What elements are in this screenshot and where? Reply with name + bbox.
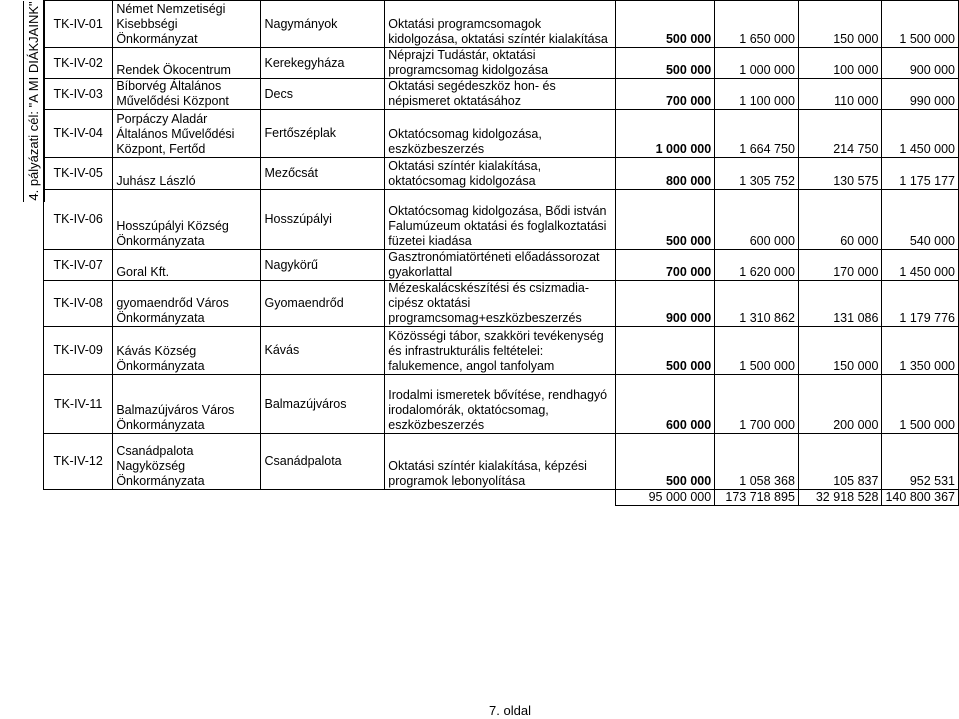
own-cell: 150 000 (798, 327, 882, 375)
support-cell: 500 000 (616, 48, 715, 79)
desc-cell: Oktatási színtér kialakítása, képzési programok lebonyolítása (385, 434, 616, 490)
total-cell: 1 058 368 (715, 434, 799, 490)
table-row (44, 250, 959, 281)
code: TK-IV-06 (44, 190, 113, 250)
org-cell: gyomaendrőd Város Önkormányzata (113, 281, 261, 327)
code: TK-IV-03 (44, 79, 113, 110)
place-cell: Decs (261, 79, 385, 110)
desc-cell: Irodalmi ismeretek bővítése, rendhagyó irodalomórák, oktatócsomag, eszközbeszerzés (385, 375, 616, 434)
own-cell: 60 000 (798, 190, 882, 250)
org-cell: Juhász László (113, 158, 261, 190)
code: TK-IV-11 (44, 375, 113, 434)
totals-row (44, 490, 959, 506)
code: TK-IV-04 (44, 110, 113, 158)
code: TK-IV-07 (44, 250, 113, 281)
support-cell: 900 000 (616, 281, 715, 327)
total-cell: 600 000 (715, 190, 799, 250)
code: TK-IV-01 (44, 1, 113, 48)
org-cell: Hosszúpályi Község Önkormányzata (113, 190, 261, 250)
request-cell: 900 000 (882, 48, 959, 79)
org-cell: Rendek Ökocentrum (113, 48, 261, 79)
own-cell: 100 000 (798, 48, 882, 79)
total-cell: 1 305 752 (715, 158, 799, 190)
total-cell: 1 664 750 (715, 110, 799, 158)
org-cell: Balmazújváros Város Önkormányzata (113, 375, 261, 434)
support-cell: 500 000 (616, 190, 715, 250)
empty-cell (113, 490, 261, 506)
total-total-cell: 173 718 895 (715, 490, 799, 506)
request-cell: 1 500 000 (882, 1, 959, 48)
request-cell: 1 500 000 (882, 375, 959, 434)
place-cell: Nagymányok (261, 1, 385, 48)
org-cell: Kávás Község Önkormányzata (113, 327, 261, 375)
table-row (44, 327, 959, 375)
own-cell: 170 000 (798, 250, 882, 281)
org-cell: Porpáczy Aladár Általános Művelődési Központ, Fertőd (113, 110, 261, 158)
place-cell: Hosszúpályi (261, 190, 385, 250)
side-label: 4. pályázati cél: "A MI DIÁKJAINK" (26, 1, 41, 201)
org-cell: Goral Kft. (113, 250, 261, 281)
own-cell: 214 750 (798, 110, 882, 158)
desc-cell: Oktatócsomag kidolgozása, Bődi istván Falumúzeum oktatási és foglalkoztatási füzetei kiadása (385, 190, 616, 250)
total-cell: 1 500 000 (715, 327, 799, 375)
desc-cell: Oktatási segédeszköz hon- és népismeret oktatásához (385, 79, 616, 110)
support-cell: 500 000 (616, 327, 715, 375)
table-row (44, 79, 959, 110)
place-cell: Gyomaendrőd (261, 281, 385, 327)
desc-cell: Gasztronómiatörténeti előadássorozat gyakorlattal (385, 250, 616, 281)
request-cell: 1 175 177 (882, 158, 959, 190)
own-cell: 130 575 (798, 158, 882, 190)
empty-cell (385, 490, 616, 506)
support-cell: 1 000 000 (616, 110, 715, 158)
own-cell: 105 837 (798, 434, 882, 490)
desc-cell: Közösségi tábor, szakköri tevékenység és infrastrukturális feltételei: falukemence, angol tanfolyam (385, 327, 616, 375)
total-cell: 1 650 000 (715, 1, 799, 48)
code: TK-IV-02 (44, 48, 113, 79)
place-cell: Kerekegyháza (261, 48, 385, 79)
table-row (44, 375, 959, 434)
support-cell: 800 000 (616, 158, 715, 190)
place-cell: Mezőcsát (261, 158, 385, 190)
request-cell: 952 531 (882, 434, 959, 490)
own-cell: 131 086 (798, 281, 882, 327)
table-row (44, 281, 959, 327)
request-cell: 990 000 (882, 79, 959, 110)
total-cell: 1 700 000 (715, 375, 799, 434)
total-request-cell: 140 800 367 (882, 490, 959, 506)
support-cell: 700 000 (616, 250, 715, 281)
own-cell: 110 000 (798, 79, 882, 110)
code: TK-IV-08 (44, 281, 113, 327)
support-cell: 600 000 (616, 375, 715, 434)
page-number: 7. oldal (489, 703, 531, 718)
place-cell: Fertőszéplak (261, 110, 385, 158)
side-label-box (23, 1, 45, 202)
request-cell: 1 350 000 (882, 327, 959, 375)
total-own-cell: 32 918 528 (798, 490, 882, 506)
table-row (44, 158, 959, 190)
code: TK-IV-05 (44, 158, 113, 190)
support-cell: 700 000 (616, 79, 715, 110)
place-cell: Kávás (261, 327, 385, 375)
desc-cell: Néprajzi Tudástár, oktatási programcsomag kidolgozása (385, 48, 616, 79)
request-cell: 540 000 (882, 190, 959, 250)
total-cell: 1 100 000 (715, 79, 799, 110)
total-cell: 1 310 862 (715, 281, 799, 327)
total-cell: 1 620 000 (715, 250, 799, 281)
empty-cell (44, 490, 113, 506)
request-cell: 1 179 776 (882, 281, 959, 327)
org-cell: Német Nemzetiségi Kisebbségi Önkormányzat (113, 1, 261, 48)
desc-cell: Mézeskalácskészítési és csizmadia-cipész oktatási programcsomag+eszközbeszerzés (385, 281, 616, 327)
desc-cell: Oktatócsomag kidolgozása, eszközbeszerzés (385, 110, 616, 158)
table-row (44, 190, 959, 250)
total-support-cell: 95 000 000 (616, 490, 715, 506)
place-cell: Csanádpalota (261, 434, 385, 490)
org-cell: Bíborvég Általános Művelődési Központ (113, 79, 261, 110)
table-row (44, 1, 959, 48)
table-row (44, 434, 959, 490)
place-cell: Balmazújváros (261, 375, 385, 434)
desc-cell: Oktatási színtér kialakítása, oktatócsomag kidolgozása (385, 158, 616, 190)
code: TK-IV-09 (44, 327, 113, 375)
support-cell: 500 000 (616, 1, 715, 48)
empty-cell (261, 490, 385, 506)
total-cell: 1 000 000 (715, 48, 799, 79)
grants-table (43, 0, 959, 506)
table-row (44, 110, 959, 158)
place-cell: Nagykörű (261, 250, 385, 281)
request-cell: 1 450 000 (882, 250, 959, 281)
table-row (44, 48, 959, 79)
code: TK-IV-12 (44, 434, 113, 490)
request-cell: 1 450 000 (882, 110, 959, 158)
desc-cell: Oktatási programcsomagok kidolgozása, oktatási színtér kialakítása (385, 1, 616, 48)
org-cell: Csanádpalota Nagyközség Önkormányzata (113, 434, 261, 490)
own-cell: 200 000 (798, 375, 882, 434)
own-cell: 150 000 (798, 1, 882, 48)
support-cell: 500 000 (616, 434, 715, 490)
